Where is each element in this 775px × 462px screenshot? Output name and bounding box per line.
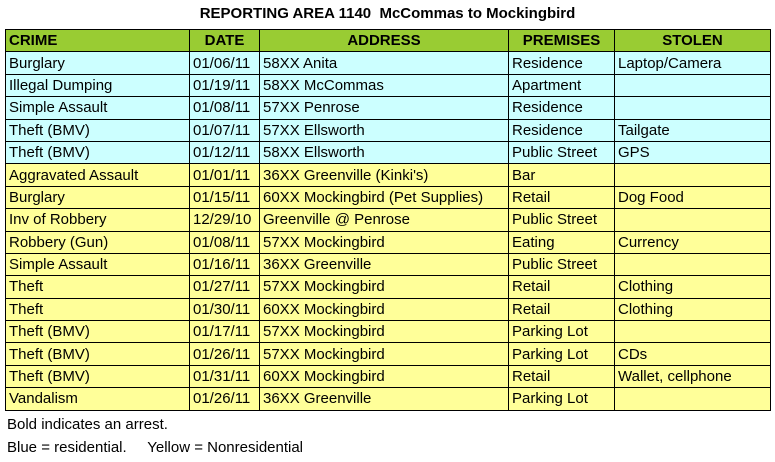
table-row [6,97,771,119]
cell-date: 01/16/11 [190,253,260,275]
cell-date: 12/29/10 [190,209,260,231]
cell-address: 57XX Mockingbird [260,276,509,298]
table-row [6,141,771,163]
cell-crime: Theft [6,276,190,298]
cell-address: 60XX Mockingbird [260,365,509,387]
crime-table [5,29,771,411]
cell-date: 01/06/11 [190,52,260,74]
cell-crime: Theft (BMV) [6,321,190,343]
cell-crime: Inv of Robbery [6,209,190,231]
cell-crime: Theft [6,298,190,320]
column-header-date: DATE [190,30,260,52]
cell-premises: Public Street [509,253,615,275]
table-row [6,365,771,387]
cell-stolen: Clothing [615,276,771,298]
cell-stolen: CDs [615,343,771,365]
cell-premises: Public Street [509,141,615,163]
cell-address: 36XX Greenville (Kinki's) [260,164,509,186]
cell-crime: Aggravated Assault [6,164,190,186]
cell-crime: Theft (BMV) [6,119,190,141]
cell-premises: Public Street [509,209,615,231]
cell-stolen: Wallet, cellphone [615,365,771,387]
cell-stolen [615,97,771,119]
cell-address: 57XX Penrose [260,97,509,119]
table-row [6,321,771,343]
cell-stolen [615,74,771,96]
cell-address: 58XX McCommas [260,74,509,96]
cell-crime: Vandalism [6,388,190,410]
cell-address: 57XX Ellsworth [260,119,509,141]
cell-premises: Residence [509,97,615,119]
cell-crime: Theft (BMV) [6,141,190,163]
cell-date: 01/30/11 [190,298,260,320]
cell-stolen [615,388,771,410]
cell-crime: Robbery (Gun) [6,231,190,253]
cell-crime: Theft (BMV) [6,365,190,387]
cell-date: 01/01/11 [190,164,260,186]
cell-premises: Parking Lot [509,321,615,343]
cell-date: 01/08/11 [190,97,260,119]
cell-stolen [615,321,771,343]
cell-stolen: Clothing [615,298,771,320]
cell-address: 58XX Anita [260,52,509,74]
cell-premises: Retail [509,298,615,320]
cell-address: 57XX Mockingbird [260,231,509,253]
cell-date: 01/08/11 [190,231,260,253]
cell-address: Greenville @ Penrose [260,209,509,231]
cell-premises: Residence [509,119,615,141]
cell-crime: Theft (BMV) [6,343,190,365]
cell-stolen: Laptop/Camera [615,52,771,74]
column-header-stolen: STOLEN [615,30,771,52]
column-header-premises: PREMISES [509,30,615,52]
cell-crime: Simple Assault [6,97,190,119]
cell-date: 01/15/11 [190,186,260,208]
table-header-row [6,30,771,52]
cell-date: 01/17/11 [190,321,260,343]
cell-date: 01/26/11 [190,343,260,365]
cell-address: 60XX Mockingbird (Pet Supplies) [260,186,509,208]
cell-premises: Apartment [509,74,615,96]
cell-crime: Burglary [6,52,190,74]
cell-date: 01/07/11 [190,119,260,141]
table-row [6,388,771,410]
table-row [6,164,771,186]
cell-crime: Simple Assault [6,253,190,275]
arrest-note: Bold indicates an arrest. [7,416,168,433]
cell-date: 01/26/11 [190,388,260,410]
color-legend-note: Blue = residential. Yellow = Nonresidential [7,439,304,456]
table-row [6,209,771,231]
table-row [6,253,771,275]
table-row [6,231,771,253]
cell-crime: Burglary [6,186,190,208]
cell-premises: Bar [509,164,615,186]
table-body [6,52,771,410]
cell-stolen: GPS [615,141,771,163]
table-row [6,119,771,141]
cell-crime: Illegal Dumping [6,74,190,96]
cell-date: 01/19/11 [190,74,260,96]
cell-stolen [615,253,771,275]
table-row [6,276,771,298]
cell-date: 01/12/11 [190,141,260,163]
table-row [6,74,771,96]
column-header-address: ADDRESS [260,30,509,52]
cell-stolen [615,209,771,231]
table-row [6,186,771,208]
cell-address: 60XX Mockingbird [260,298,509,320]
cell-stolen: Dog Food [615,186,771,208]
table-row [6,343,771,365]
cell-premises: Retail [509,365,615,387]
cell-date: 01/27/11 [190,276,260,298]
table-row [6,298,771,320]
cell-stolen: Currency [615,231,771,253]
cell-address: 36XX Greenville [260,253,509,275]
cell-address: 58XX Ellsworth [260,141,509,163]
table-row [6,52,771,74]
cell-address: 36XX Greenville [260,388,509,410]
report-title: REPORTING AREA 1140 McCommas to Mockingbird [199,5,576,22]
cell-premises: Residence [509,52,615,74]
cell-address: 57XX Mockingbird [260,321,509,343]
cell-premises: Parking Lot [509,343,615,365]
cell-premises: Retail [509,186,615,208]
cell-date: 01/31/11 [190,365,260,387]
column-header-crime: CRIME [6,30,190,52]
cell-premises: Eating [509,231,615,253]
cell-premises: Retail [509,276,615,298]
cell-stolen: Tailgate [615,119,771,141]
cell-premises: Parking Lot [509,388,615,410]
cell-address: 57XX Mockingbird [260,343,509,365]
cell-stolen [615,164,771,186]
